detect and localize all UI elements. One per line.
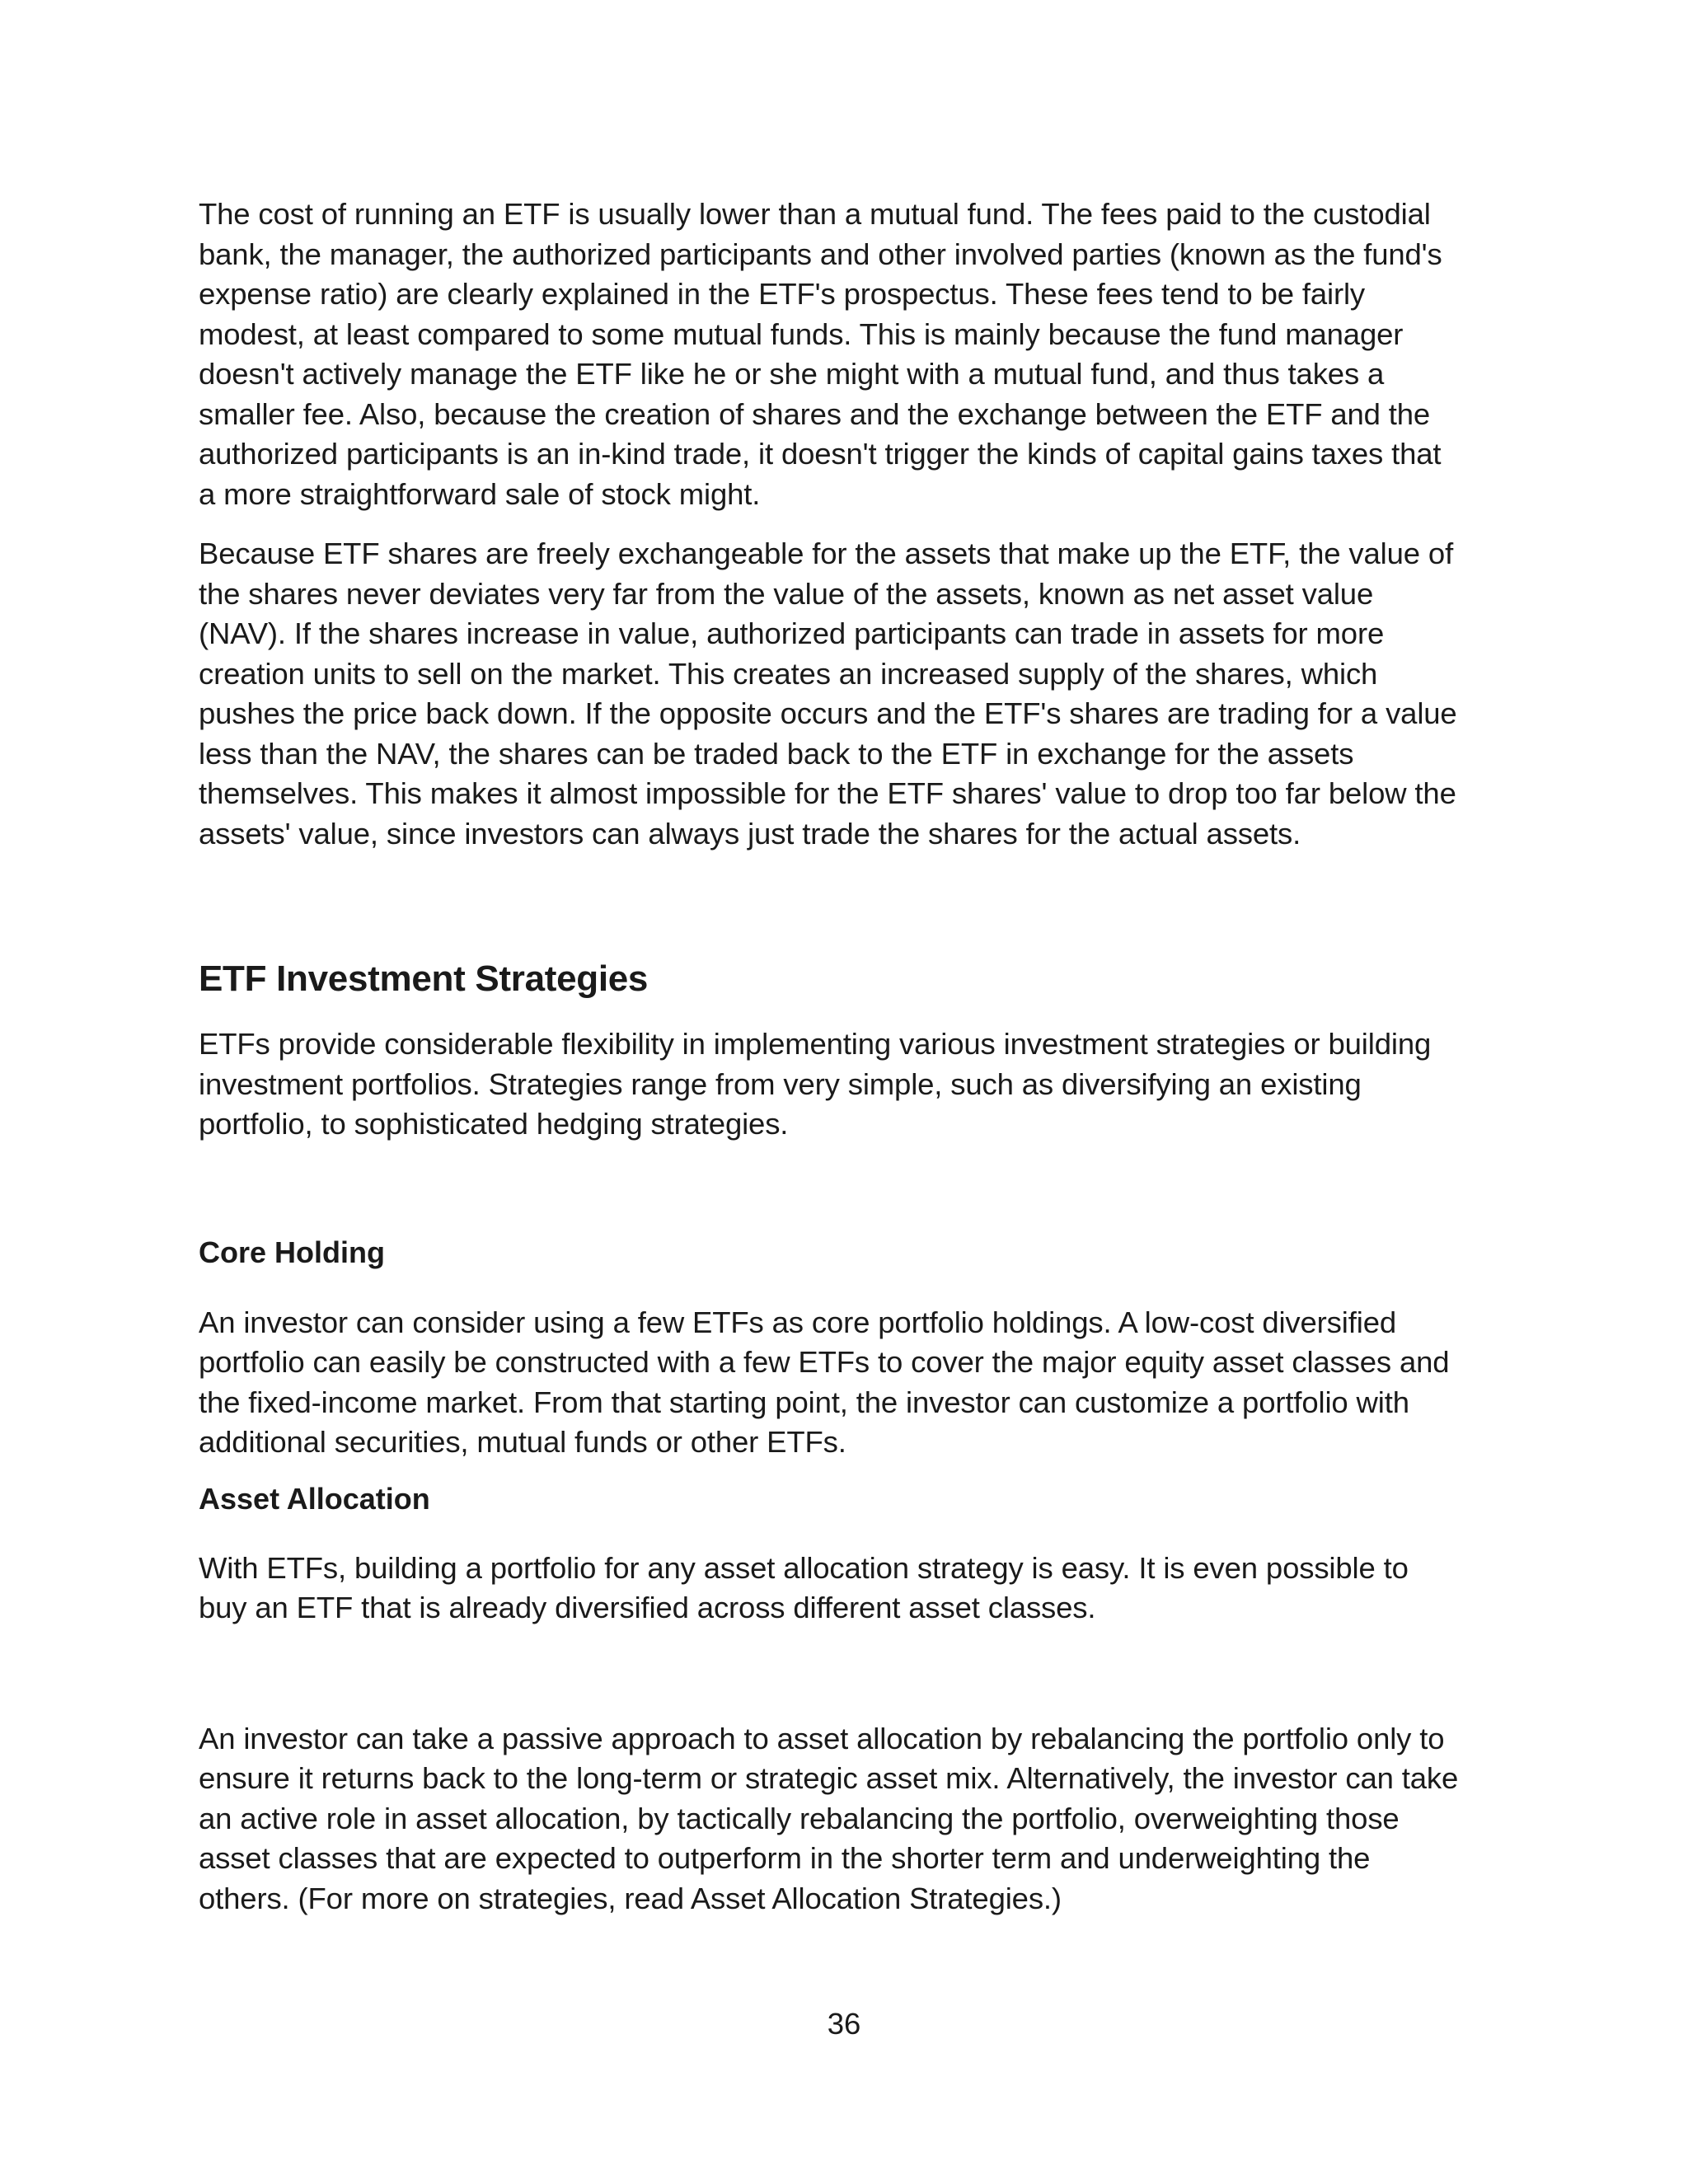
text-line: An investor can consider using a few ETFs as core portfolio holdings. A low-cost diversified — [199, 1305, 1396, 1339]
text-line: ETFs provide considerable flexibility in implementing various investment strategies or building — [199, 1027, 1432, 1061]
text-line: less than the NAV, the shares can be traded back to the ETF in exchange for the assets — [199, 736, 1354, 771]
paragraph-etf-nav — [199, 534, 1517, 854]
text-line: portfolio can easily be constructed with a few ETFs to cover the major equity asset classes and — [199, 1345, 1450, 1379]
paragraph-strategies-intro — [199, 1024, 1517, 1145]
text-line: a more straightforward sale of stock might. — [199, 476, 761, 511]
paragraph-etf-cost — [199, 194, 1517, 514]
text-line: the fixed-income market. From that starting point, the investor can customize a portfolio with — [199, 1385, 1409, 1419]
text-line: (NAV). If the shares increase in value, authorized participants can trade in assets for more — [199, 616, 1385, 650]
paragraph-asset-allocation — [199, 1549, 1517, 1629]
text-line: buy an ETF that is already diversified across different asset classes. — [199, 1591, 1096, 1624]
text-line: the shares never deviates very far from the value of the assets, known as net asset value — [199, 576, 1374, 611]
text-line: The cost of running an ETF is usually lower than a mutual fund. The fees paid to the custodial — [199, 197, 1431, 231]
text-line: themselves. This makes it almost impossible for the ETF shares' value to drop too far below the — [199, 776, 1456, 810]
text-line: authorized participants is an in-kind trade, it doesn't trigger the kinds of capital gains taxes that — [199, 437, 1442, 471]
text-line: smaller fee. Also, because the creation of shares and the exchange between the ETF and the — [199, 396, 1431, 431]
text-line: pushes the price back down. If the opposite occurs and the ETF's shares are trading for a value — [199, 696, 1457, 730]
page-number: 36 — [827, 2007, 861, 2041]
paragraph-core-holding — [199, 1303, 1517, 1463]
text-line: others. (For more on strategies, read Asset Allocation Strategies.) — [199, 1881, 1062, 1915]
text-line: asset classes that are expected to outperform in the shorter term and underweighting the — [199, 1841, 1371, 1875]
section-heading: ETF Investment Strategies — [199, 958, 649, 999]
text-line: expense ratio) are clearly explained in the ETF's prospectus. These fees tend to be fairly — [199, 277, 1366, 311]
text-line: bank, the manager, the authorized participants and other involved parties (known as the fund's — [199, 237, 1442, 271]
text-line: creation units to sell on the market. This creates an increased supply of the shares, which — [199, 656, 1378, 691]
subheading-asset-allocation: Asset Allocation — [199, 1481, 430, 1516]
text-line: additional securities, mutual funds or other ETFs. — [199, 1425, 846, 1459]
text-line: An investor can take a passive approach to asset allocation by rebalancing the portfolio only to — [199, 1721, 1445, 1755]
document-page — [199, 194, 1517, 1919]
text-line: doesn't actively manage the ETF like he or she might with a mutual fund, and thus takes a — [199, 357, 1385, 391]
text-line: investment portfolios. Strategies range from very simple, such as diversifying an existing — [199, 1066, 1362, 1101]
text-line: assets' value, since investors can always just trade the shares for the actual assets. — [199, 816, 1301, 851]
text-line: Because ETF shares are freely exchangeable for the assets that make up the ETF, the value of — [199, 537, 1454, 570]
paragraph-passive-active — [199, 1719, 1517, 1919]
text-line: portfolio, to sophisticated hedging strategies. — [199, 1107, 789, 1141]
subheading-core-holding: Core Holding — [199, 1235, 385, 1269]
text-line: an active role in asset allocation, by tactically rebalancing the portfolio, overweighting those — [199, 1801, 1400, 1835]
text-line: With ETFs, building a portfolio for any asset allocation strategy is easy. It is even possible to — [199, 1550, 1409, 1585]
text-line: ensure it returns back to the long-term or strategic asset mix. Alternatively, the investor can take — [199, 1761, 1459, 1795]
text-line: modest, at least compared to some mutual funds. This is mainly because the fund manager — [199, 316, 1404, 351]
